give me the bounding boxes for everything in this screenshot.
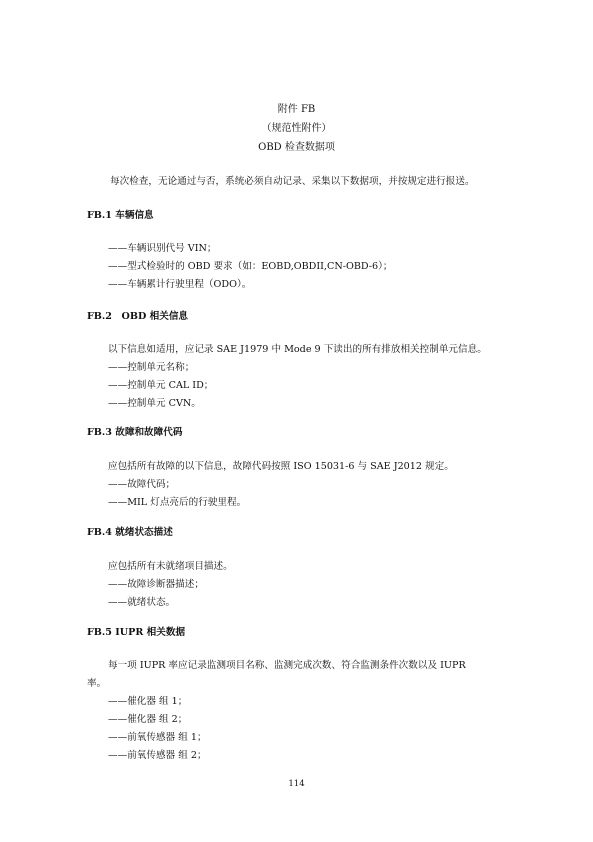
list-item: ——MIL 灯点亮后的行驶里程。 <box>108 497 247 508</box>
intro-paragraph: 每次检查，无论通过与否，系统必须自动记录、采集以下数据项，并按规定进行报送。 <box>110 176 475 187</box>
annex-label: 附件 FB <box>277 104 316 115</box>
section-heading-fb2: FB.2 OBD 相关信息 <box>87 311 189 322</box>
section-heading-fb3: FB.3 故障和故障代码 <box>87 427 183 438</box>
page-number: 114 <box>288 779 305 789</box>
section-heading-fb1: FB.1 车辆信息 <box>87 210 154 221</box>
list-item: ——车辆识别代号 VIN； <box>108 243 217 254</box>
section-intro-line1: 每一项 IUPR 率应记录监测项目名称、监测完成次数、符合监测条件次数以及 IUPR <box>108 660 466 671</box>
annex-type: （规范性附件） <box>261 123 332 134</box>
section-intro: 应包括所有未就绪项目描述。 <box>108 561 233 572</box>
list-item: ——前氧传感器 组 2； <box>108 750 207 761</box>
list-item: ——催化器 组 2； <box>108 714 188 725</box>
list-item: ——车辆累计行驶里程（ODO）。 <box>108 279 252 290</box>
list-item: ——就绪状态。 <box>108 597 176 608</box>
section-heading-fb4: FB.4 就绪状态描述 <box>87 527 173 538</box>
list-item: ——故障代码； <box>108 479 176 490</box>
list-item: ——型式检验时的 OBD 要求（如：EOBD,OBDII,CN-OBD-6）； <box>108 261 393 272</box>
section-intro: 以下信息如适用，应记录 SAE J1979 中 Mode 9 下读出的所有排放相关控制单元信息。 <box>108 344 487 355</box>
section-intro: 应包括所有故障的以下信息，故障代码按照 ISO 15031-6 与 SAE J2012 规定。 <box>108 461 454 472</box>
list-item: ——控制单元 CVN。 <box>108 398 201 409</box>
section-intro-line2: 率。 <box>87 678 107 689</box>
section-heading-fb5: FB.5 IUPR 相关数据 <box>87 627 186 638</box>
list-item: ——催化器 组 1； <box>108 696 188 707</box>
list-item: ——故障诊断器描述； <box>108 579 204 590</box>
list-item: ——前氧传感器 组 1； <box>108 732 207 743</box>
list-item: ——控制单元 CAL ID； <box>108 380 214 391</box>
list-item: ——控制单元名称； <box>108 362 195 373</box>
annex-title: OBD 检查数据项 <box>258 142 335 153</box>
